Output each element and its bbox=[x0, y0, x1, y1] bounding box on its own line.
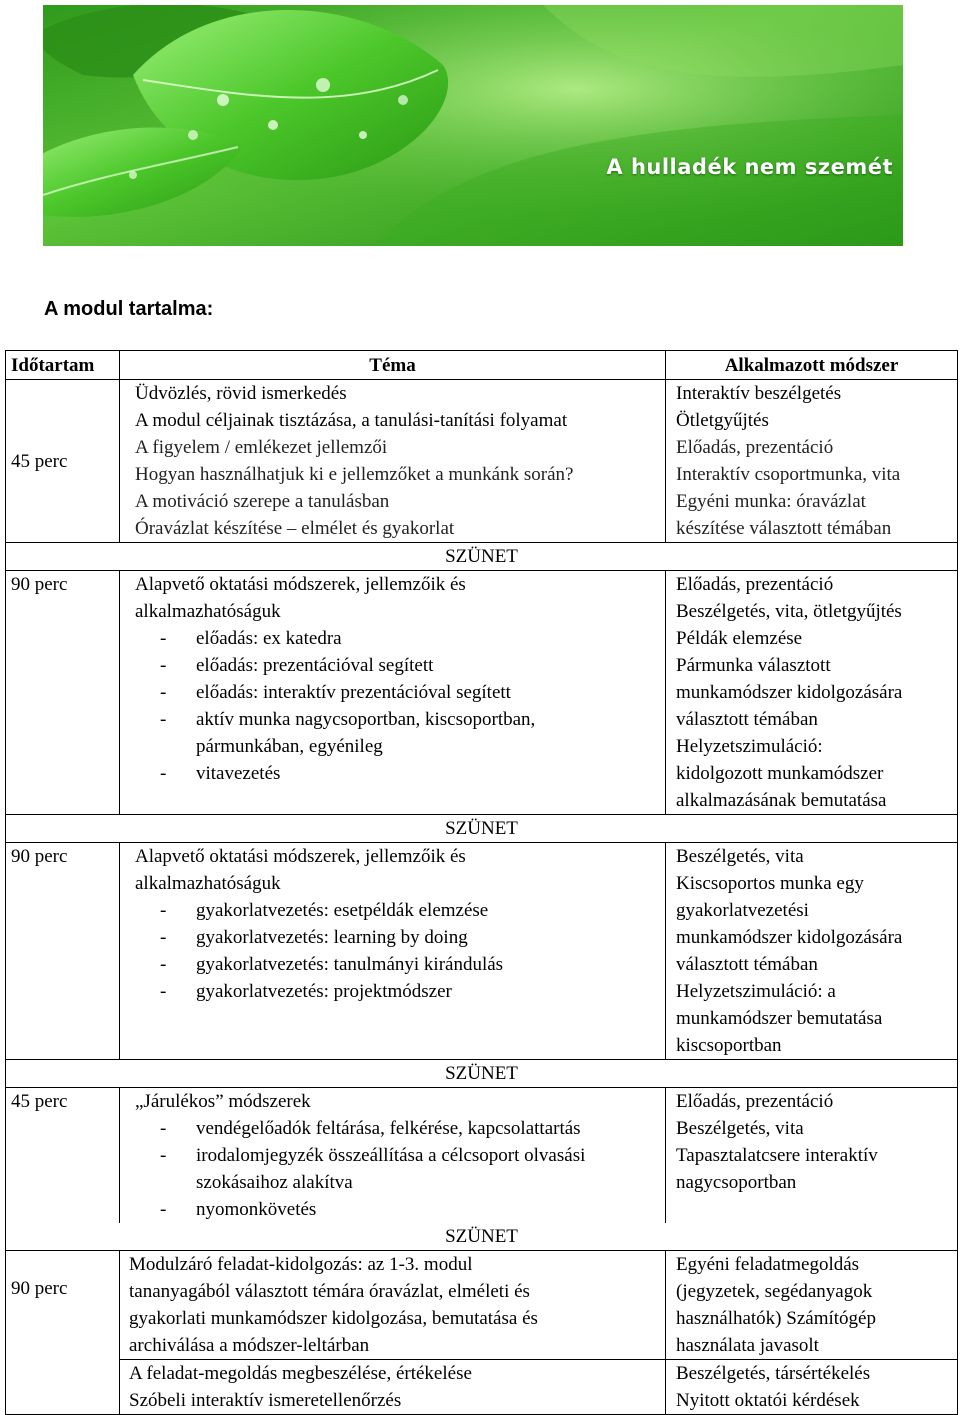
method-line: munkamódszer kidolgozására bbox=[676, 682, 903, 703]
duration-cell bbox=[6, 571, 120, 815]
topic-list bbox=[135, 1115, 660, 1223]
topic-line: gyakorlati munkamódszer kidolgozása, bemutatása és bbox=[129, 1308, 538, 1329]
method-line: Beszélgetés, társértékelés bbox=[676, 1363, 871, 1384]
duration-cell bbox=[6, 1088, 120, 1224]
list-item: - gyakorlatvezetés: esetpéldák elemzése bbox=[160, 897, 660, 924]
topic-cell bbox=[120, 1360, 666, 1415]
method-line: választott témában bbox=[676, 954, 818, 975]
method-line: Beszélgetés, vita bbox=[676, 1118, 804, 1139]
table-row bbox=[6, 1088, 958, 1224]
table-row bbox=[6, 380, 958, 543]
duration-value: 45 perc bbox=[11, 1091, 68, 1112]
header-duration: Időtartam bbox=[6, 351, 120, 380]
method-line: Helyzetszimuláció: bbox=[676, 736, 823, 757]
pause-row bbox=[6, 815, 958, 843]
topic-line: A motiváció szerepe a tanulásban bbox=[135, 491, 390, 512]
method-cell bbox=[666, 1088, 958, 1224]
list-item: - előadás: interaktív prezentációval segített bbox=[160, 679, 660, 706]
method-line: (jegyzetek, segédanyagok bbox=[676, 1281, 873, 1302]
topic-line: Hogyan használhatjuk ki e jellemzőket a munkánk során? bbox=[135, 464, 574, 485]
method-line: munkamódszer kidolgozására bbox=[676, 927, 903, 948]
method-line: Egyéni munka: óravázlat bbox=[676, 491, 866, 512]
topic-line: Óravázlat készítése – elmélet és gyakorlat bbox=[135, 518, 455, 539]
module-content-table bbox=[5, 350, 958, 1415]
pause-row bbox=[6, 1223, 958, 1251]
method-line: Pármunka választott bbox=[676, 655, 831, 676]
pause-label: SZÜNET bbox=[6, 1223, 958, 1251]
topic-line: alkalmazhatóságuk bbox=[135, 601, 281, 622]
method-cell bbox=[666, 843, 958, 1060]
method-line: Interaktív beszélgetés bbox=[676, 383, 842, 404]
banner-title: A hulladék nem szemét bbox=[606, 155, 893, 179]
method-cell bbox=[666, 380, 958, 543]
duration-cell bbox=[6, 843, 120, 1060]
duration-value: 45 perc bbox=[11, 450, 68, 472]
topic-cell bbox=[120, 843, 666, 1060]
duration-value: 90 perc bbox=[11, 846, 68, 867]
topic-line: A figyelem / emlékezet jellemzői bbox=[135, 437, 388, 458]
method-line: Nyitott oktatói kérdések bbox=[676, 1390, 860, 1411]
table-row bbox=[6, 1251, 958, 1360]
method-line: választott témában bbox=[676, 709, 818, 730]
table-header-row bbox=[6, 351, 958, 380]
table-row bbox=[6, 843, 958, 1060]
method-cell bbox=[666, 571, 958, 815]
topic-list bbox=[135, 625, 660, 787]
method-line: Előadás, prezentáció bbox=[676, 1091, 834, 1112]
header-topic: Téma bbox=[120, 351, 666, 380]
method-line: Beszélgetés, vita, ötletgyűjtés bbox=[676, 601, 902, 622]
list-item: - aktív munka nagycsoportban, kiscsoportban, pármunkában, egyénileg bbox=[160, 706, 606, 760]
method-line: használhatók) Számítógép bbox=[676, 1308, 876, 1329]
topic-cell bbox=[120, 571, 666, 815]
topic-line: „Járulékos” módszerek bbox=[135, 1091, 311, 1112]
method-line: alkalmazásának bemutatása bbox=[676, 790, 887, 811]
topic-line: alkalmazhatóságuk bbox=[135, 873, 281, 894]
topic-line: Szóbeli interaktív ismeretellenőrzés bbox=[129, 1390, 402, 1411]
pause-row bbox=[6, 543, 958, 571]
list-item: - vendégelőadók feltárása, felkérése, kapcsolattartás bbox=[160, 1115, 660, 1142]
topic-line: Modulzáró feladat-kidolgozás: az 1-3. modul bbox=[129, 1254, 473, 1275]
list-item: - előadás: prezentációval segített bbox=[160, 652, 660, 679]
list-item: - előadás: ex katedra bbox=[160, 625, 660, 652]
method-line: Beszélgetés, vita bbox=[676, 846, 804, 867]
method-line: kidolgozott munkamódszer bbox=[676, 763, 884, 784]
topic-cell bbox=[120, 380, 666, 543]
method-line: Helyzetszimuláció: a bbox=[676, 981, 836, 1002]
method-line: használata javasolt bbox=[676, 1335, 819, 1356]
pause-label: SZÜNET bbox=[6, 815, 958, 843]
method-line: gyakorlatvezetési bbox=[676, 900, 809, 921]
pause-label: SZÜNET bbox=[6, 1060, 958, 1088]
topic-line: A feladat-megoldás megbeszélése, értékelése bbox=[129, 1363, 472, 1384]
topic-line: Alapvető oktatási módszerek, jellemzőik és bbox=[135, 574, 466, 595]
topic-line: archiválása a módszer-leltárban bbox=[129, 1335, 370, 1356]
topic-line: Üdvözlés, rövid ismerkedés bbox=[135, 383, 347, 404]
topic-line: A modul céljainak tisztázása, a tanulási-tanítási folyamat bbox=[135, 410, 568, 431]
method-cell bbox=[666, 1360, 958, 1415]
method-line: készítése választott témában bbox=[676, 518, 892, 539]
topic-line: tananyagából választott témára óravázlat, elméleti és bbox=[129, 1281, 530, 1302]
pause-label: SZÜNET bbox=[6, 543, 958, 571]
table-row bbox=[6, 1360, 958, 1415]
table-row bbox=[6, 571, 958, 815]
duration-value: 90 perc bbox=[11, 574, 68, 595]
method-line: Tapasztalatcsere interaktív bbox=[676, 1145, 878, 1166]
method-line: kiscsoportban bbox=[676, 1035, 782, 1056]
list-item: - gyakorlatvezetés: projektmódszer bbox=[160, 978, 660, 1005]
method-line: nagycsoportban bbox=[676, 1172, 797, 1193]
list-item: - gyakorlatvezetés: learning by doing bbox=[160, 924, 660, 951]
section-heading: A modul tartalma: bbox=[44, 298, 214, 320]
method-line: munkamódszer bemutatása bbox=[676, 1008, 883, 1029]
topic-list bbox=[135, 897, 660, 1005]
duration-cell bbox=[6, 380, 120, 543]
pause-row bbox=[6, 1060, 958, 1088]
duration-value: 90 perc bbox=[11, 1278, 68, 1299]
leaf-illustration bbox=[43, 5, 903, 246]
topic-line: Alapvető oktatási módszerek, jellemzőik és bbox=[135, 846, 466, 867]
method-cell bbox=[666, 1251, 958, 1360]
method-line: Egyéni feladatmegoldás bbox=[676, 1254, 860, 1275]
list-item: - irodalomjegyzék összeállítása a célcsoport olvasási szokásaihoz alakítva bbox=[160, 1142, 616, 1196]
banner-image bbox=[43, 5, 903, 246]
method-line: Előadás, prezentáció bbox=[676, 437, 834, 458]
method-line: Kiscsoportos munka egy bbox=[676, 873, 864, 894]
topic-cell bbox=[120, 1088, 666, 1224]
list-item: - nyomonkövetés bbox=[160, 1196, 660, 1223]
method-line: Előadás, prezentáció bbox=[676, 574, 834, 595]
list-item: - vitavezetés bbox=[160, 760, 660, 787]
duration-cell bbox=[6, 1251, 120, 1415]
method-line: Példák elemzése bbox=[676, 628, 803, 649]
header-method: Alkalmazott módszer bbox=[666, 351, 958, 380]
list-item: - gyakorlatvezetés: tanulmányi kirándulás bbox=[160, 951, 660, 978]
method-line: Ötletgyűjtés bbox=[676, 410, 769, 431]
method-line: Interaktív csoportmunka, vita bbox=[676, 464, 901, 485]
topic-cell bbox=[120, 1251, 666, 1360]
